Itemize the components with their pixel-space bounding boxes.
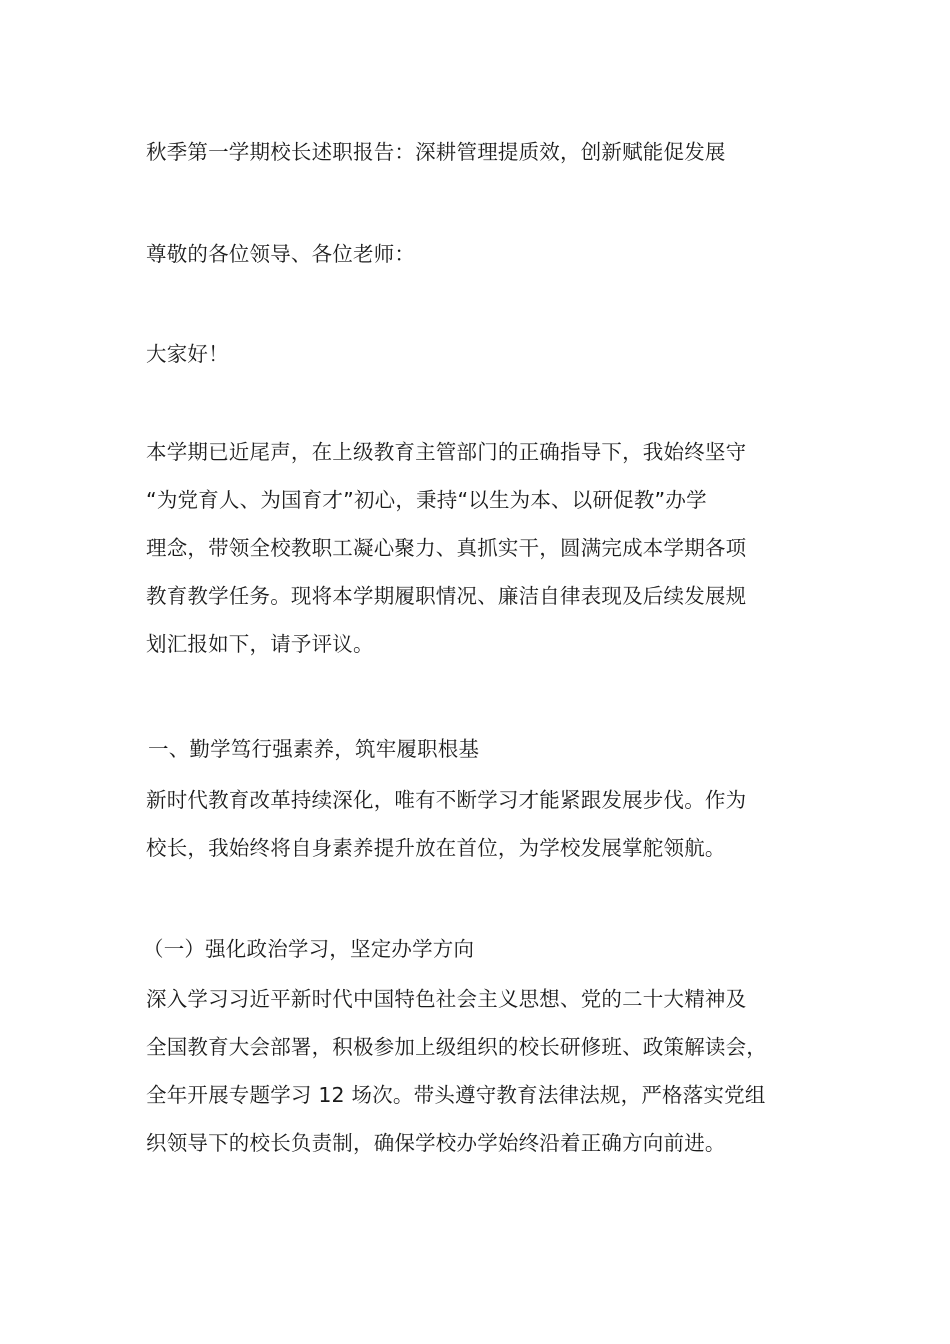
- subsection-paragraph-line: 织领导下的校长负责制，确保学校办学始终沿着正确方向前进。: [146, 1131, 726, 1155]
- subsection-heading: （一）强化政治学习，坚定办学方向: [143, 937, 475, 961]
- intro-line: 划汇报如下，请予评议。: [146, 632, 374, 656]
- section-paragraph-line: 新时代教育改革持续深化，唯有不断学习才能紧跟发展步伐。作为: [146, 788, 747, 812]
- intro-line: “为党育人、为国育才”初心，秉持“以生为本、以研促教”办学: [146, 488, 707, 512]
- subsection-paragraph-line: 深入学习习近平新时代中国特色社会主义思想、党的二十大精神及: [146, 987, 747, 1011]
- document-title: 秋季第一学期校长述职报告：深耕管理提质效，创新赋能促发展: [146, 140, 726, 164]
- subsection-paragraph-line: 全年开展专题学习 12 场次。带头遵守教育法律法规，严格落实党组: [146, 1083, 766, 1107]
- greeting: 大家好！: [146, 342, 229, 366]
- intro-line: 教育教学任务。现将本学期履职情况、廉洁自律表现及后续发展规: [146, 584, 747, 608]
- intro-line: 本学期已近尾声，在上级教育主管部门的正确指导下，我始终坚守: [146, 440, 747, 464]
- section-heading: 一、勤学笃行强素养，筑牢履职根基: [148, 737, 480, 761]
- salutation: 尊敬的各位领导、各位老师：: [146, 242, 416, 266]
- intro-line: 理念，带领全校教职工凝心聚力、真抓实干，圆满完成本学期各项: [146, 536, 747, 560]
- section-paragraph-line: 校长，我始终将自身素养提升放在首位，为学校发展掌舵领航。: [146, 836, 726, 860]
- subsection-paragraph-line: 全国教育大会部署，积极参加上级组织的校长研修班、政策解读会，: [146, 1035, 767, 1059]
